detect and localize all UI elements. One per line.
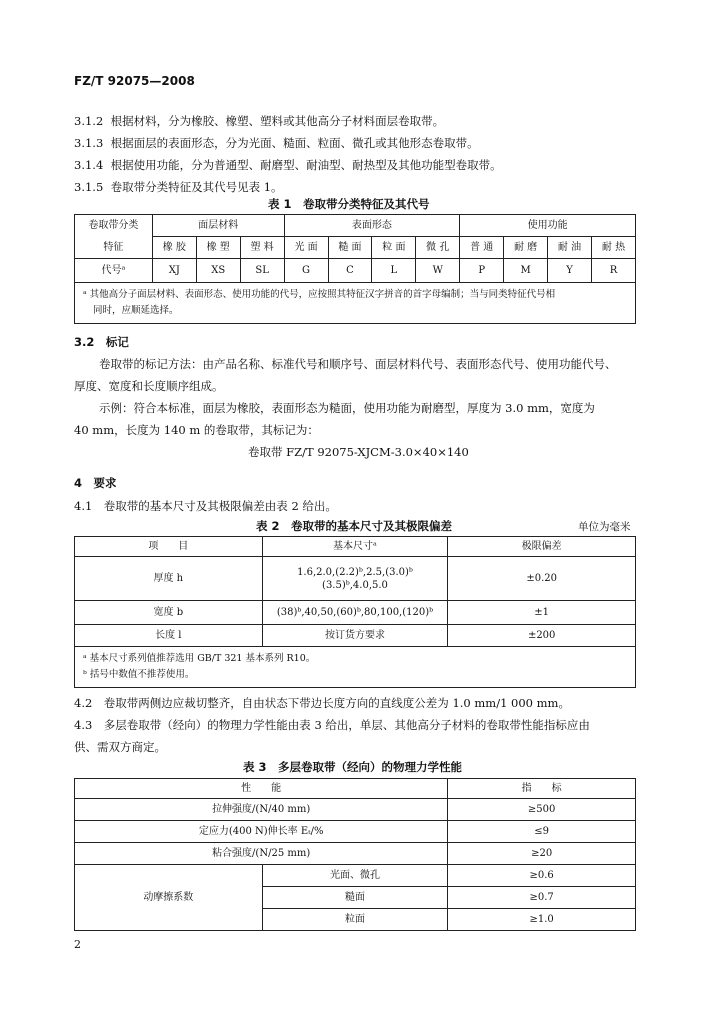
table1-code: SL [240, 259, 284, 283]
table2-unit: 单位为毫米 [578, 521, 631, 533]
document-header: FZ/T 92075—2008 [74, 74, 195, 88]
table1-code: G [284, 259, 328, 283]
marking-example: 卷取带 FZ/T 92075-XJCM-3.0×40×140 [248, 445, 469, 459]
table3-friction-sub: 光面、微孔 [262, 865, 448, 887]
table2-size: 1.6,2.0,(2.2)ᵇ,2.5,(3.0)ᵇ (3.5)ᵇ,4.0,5.0 [262, 557, 448, 601]
table1-subhead: 糙 面 [328, 237, 372, 259]
table2-caption: 表 2 卷取带的基本尺寸及其极限偏差 [256, 519, 453, 533]
table3-header: 性 能 [75, 779, 448, 799]
section-3-2-para1-cont: 厚度、宽度和长度顺序组成。 [74, 379, 224, 393]
table1-code: M [504, 259, 548, 283]
table1-classification [74, 214, 636, 324]
table1-group-surface: 表面形态 [284, 215, 460, 237]
clause-3-1-5: 3.1.5 卷取带分类特征及其代号见表 1。 [74, 180, 283, 194]
table2-item: 厚度 h [75, 557, 263, 601]
table2-size: (38)ᵇ,40,50,(60)ᵇ,80,100,(120)ᵇ [262, 601, 448, 625]
table1-code: R [591, 259, 635, 283]
table3-friction-label: 动摩擦系数 [75, 865, 263, 931]
table3-friction-sub: 糙面 [262, 887, 448, 909]
table1-group-function: 使用功能 [460, 215, 636, 237]
clause-4-3-cont: 供、需双方商定。 [74, 740, 166, 754]
table1-code: XJ [152, 259, 196, 283]
table3-property: 拉伸强度/(N/40 mm) [75, 799, 448, 821]
clause-4-2: 4.2 卷取带两侧边应裁切整齐，自由状态下带边长度方向的直线度公差为 1.0 mm/1 000 mm。 [74, 696, 570, 710]
clause-3-1-3: 3.1.3 根据面层的表面形态，分为光面、糙面、粒面、微孔或其他形态卷取带。 [74, 136, 479, 150]
table1-subhead: 耐 热 [591, 237, 635, 259]
table1-caption: 表 1 卷取带分类特征及其代号 [268, 197, 430, 211]
table3-caption: 表 3 多层卷取带（经向）的物理力学性能 [243, 760, 463, 774]
section-4-title: 4 要求 [74, 476, 117, 490]
table3-value: ≥1.0 [448, 909, 636, 931]
table2-deviation: ±200 [448, 625, 636, 647]
table2-header: 项 目 [75, 537, 263, 557]
table3-property: 粘合强度/(N/25 mm) [75, 843, 448, 865]
table1-corner-2: 特征 [75, 237, 153, 259]
clause-4-1: 4.1 卷取带的基本尺寸及其极限偏差由表 2 给出。 [74, 499, 337, 513]
table3-value: ≥0.7 [448, 887, 636, 909]
table2-size: 按订货方要求 [262, 625, 448, 647]
table1-code: C [328, 259, 372, 283]
table3-properties [74, 778, 636, 931]
table1-subhead: 光 面 [284, 237, 328, 259]
table1-subhead: 耐 油 [548, 237, 592, 259]
table3-value: ≥500 [448, 799, 636, 821]
table1-code-label: 代号ᵃ [75, 259, 153, 283]
table2-footnotes: ᵃ 基本尺寸系列值推荐选用 GB/T 321 基本系列 R10。 ᵇ 括号中数值不推荐使用。 [75, 647, 636, 688]
table1-group-material: 面层材料 [152, 215, 284, 237]
section-3-2-example: 示例：符合本标准，面层为橡胶，表面形态为糙面，使用功能为耐磨型，厚度为 3.0 mm，宽度为 [99, 401, 595, 415]
section-3-2-title: 3.2 标记 [74, 335, 129, 349]
table2-dimensions [74, 536, 636, 688]
table1-subhead: 橡 塑 [196, 237, 240, 259]
table2-deviation: ±0.20 [448, 557, 636, 601]
table2-header: 极限偏差 [448, 537, 636, 557]
table2-item: 长度 l [75, 625, 263, 647]
table3-value: ≥20 [448, 843, 636, 865]
table3-friction-sub: 粒面 [262, 909, 448, 931]
table3-value: ≤9 [448, 821, 636, 843]
table1-footnote: ᵃ 其他高分子面层材料、表面形态、使用功能的代号，应按照其特征汉字拼音的首字母编制；当与同类特征代号相 同时，应顺延选择。 [75, 283, 636, 324]
table3-property: 定应力(400 N)伸长率 Eₜ/% [75, 821, 448, 843]
section-3-2-para1: 卷取带的标记方法：由产品名称、标准代号和顺序号、面层材料代号、表面形态代号、使用功能代号、 [99, 357, 617, 371]
table1-code: W [416, 259, 460, 283]
table1-code: P [460, 259, 504, 283]
table1-subhead: 橡 胶 [152, 237, 196, 259]
table1-subhead: 微 孔 [416, 237, 460, 259]
table1-code: L [372, 259, 416, 283]
page-number: 2 [74, 938, 81, 951]
table2-deviation: ±1 [448, 601, 636, 625]
table1-code: Y [548, 259, 592, 283]
table3-header: 指 标 [448, 779, 636, 799]
clause-4-3: 4.3 多层卷取带（经向）的物理力学性能由表 3 给出，单层、其他高分子材料的卷取带性能指标应由 [74, 718, 590, 732]
table3-value: ≥0.6 [448, 865, 636, 887]
table2-header: 基本尺寸ᵃ [262, 537, 448, 557]
clause-3-1-4: 3.1.4 根据使用功能，分为普通型、耐磨型、耐油型、耐热型及其他功能型卷取带。 [74, 158, 502, 172]
table1-code: XS [196, 259, 240, 283]
table1-subhead: 塑 料 [240, 237, 284, 259]
table1-subhead: 耐 磨 [504, 237, 548, 259]
table1-corner: 卷取带分类 [75, 215, 153, 237]
table2-item: 宽度 b [75, 601, 263, 625]
section-3-2-example-cont: 40 mm，长度为 140 m 的卷取带，其标记为： [74, 423, 319, 437]
table1-subhead: 普 通 [460, 237, 504, 259]
clause-3-1-2: 3.1.2 根据材料，分为橡胶、橡塑、塑料或其他高分子材料面层卷取带。 [74, 114, 445, 128]
table1-subhead: 粒 面 [372, 237, 416, 259]
